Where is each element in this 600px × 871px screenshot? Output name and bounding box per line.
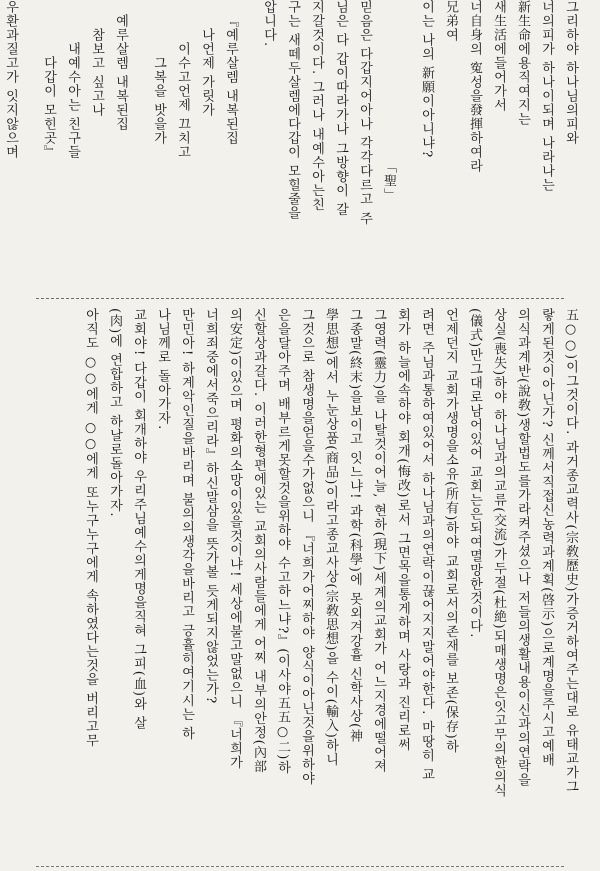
text-column: (儀式)만그대로남어있어 교회는은되여멸망한것이다. [467,308,482,639]
bottom-rule [36,866,564,867]
hymn-line: 예루살렘 내복된집 [113,14,128,132]
text-column: 이는 나의 新願이아니냐? [419,0,434,159]
text-column: 의식과계반(說敎)생할법도를가라켜주셨으나 저들의생활내용이신과의연락을 [515,308,530,788]
text-column: 지갈것이다. 그러나 내예수아는친 [309,0,324,212]
text-column: 學思想)에서 누눈상품(商品)이라고종교사상(宗敎思想)을 수이(輸入)하니 [323,308,338,767]
text-column: 그것으로 참생명을얻을수가없으니 『너희가어찌하야 양식이아닌것을위하야 [299,308,314,786]
text-column: 그영력(靈力)을 나탈것이어늘, 현하(現下)세계의교회가 어느지경에떨어져 [371,308,386,773]
text-column: 너희죄중에서죽으리라』하신말삼을 뜻가볼 듯게되지않었는가? [203,308,218,705]
text-column: 언제던지 교회가생명을소유(所有)하야 교회로서의존재를 보존(保存)하 [443,308,458,754]
hymn-line: 다갑이 모힌곳』 [41,56,56,160]
text-column: 만민아! 하계악인질을바리며 불의의생각을바리고 긍휼히여기시는 하 [179,308,194,741]
text-column: 新生命에용직여지는 [515,0,530,126]
text-column: (肉)에 연합하고 하날로돌아가자. [107,308,122,518]
text-column: 兄弟여 [443,0,458,42]
text-column: 우환과질고가 잇지않으며 [3,0,18,160]
text-column: 아직도 ○○에게 ○○에게 또누구누구에게 속하였다는것을 버리고무 [83,308,98,748]
hymn-line: 나언제 가릿가 [199,28,214,118]
hymn-line: 참보고 싶고나 [89,28,104,118]
column-gap [242,0,256,290]
text-column: 새生活에들어가서 [491,0,506,112]
column-gap [400,0,414,290]
text-column: 五○○)이그것이다. 과거종교력사(宗敎歷史)가증거하여주는대로 유태교가그 [563,308,578,794]
lower-columns [78,308,582,863]
text-column: 너自身의 寃성을發揮하여라 [467,0,482,174]
text-column: 회가 하늘에속하야 회개(悔改)로서 그면목을통게하며 사랑과 진리로써 [395,308,410,752]
text-column: 그종말(終末)을보이고 잇느냐! 과학(科學)에 못외겨강휼 신학사상(神 [347,308,362,744]
upper-section [0,0,600,290]
text-column: 압니다. [261,0,276,48]
hymn-line: 내예수아는 친구들 [65,42,80,160]
signature-mark: 「聖」 [381,160,396,202]
lower-section [0,308,600,863]
text-column: 신할상과갈다. 이러한형편에있는 교회의사람들에게 어찌 내부의안정(內部 [251,308,266,774]
column-gap [132,0,146,290]
column-gap [22,0,36,290]
text-column: 려면 주님과통하여있어서 하나님과의연락이끊어지지말어야한다. 마땅히 교 [419,308,434,782]
text-column: 님은 다 갑이따라가나 그방향이 갈 [333,0,348,217]
text-column: 나님께로 돌아가자. [155,308,170,431]
text-column: 상실(喪失)하야 하나님과의교류(交流)가두절(杜絶)되매생명은잇고무의한의식 [491,308,506,798]
text-column: 랗게된것이아닌가? 신께서직접신농력과계획(啓示)으로계명을주시고예배 [539,308,554,768]
text-column: 너의피가 하나이되며 나라나는 [539,0,554,193]
hymn-line: 그복을 밧을가 [151,56,166,146]
upper-columns [0,0,582,290]
section-divider [36,298,564,299]
hymn-line: 이수고언제 끄치고 [175,42,190,160]
text-column: 의安定)이있으며 평화의소망이있을것이냐! 세상에불고말없으니 『너희가 [227,308,242,770]
text-column: 구는 새떼두살렘에다갑이 모힐줄을 [285,0,300,221]
text-column: 믿음은 다갑지어아나 각각다르고 주 [357,0,372,226]
hymn-line: 『예루살렘 내복된집 [223,14,238,146]
text-column: 은을달아주며 배부르게못할것을위하야 수고하느냐?』(이사야五五○二)하 [275,308,290,775]
text-column: 그리하야 하나님의피와 [563,0,578,146]
text-column: 교회야! 다갑이 회개하야 우리주님예수의게명을직혀 그피(血)와 살 [131,308,146,731]
